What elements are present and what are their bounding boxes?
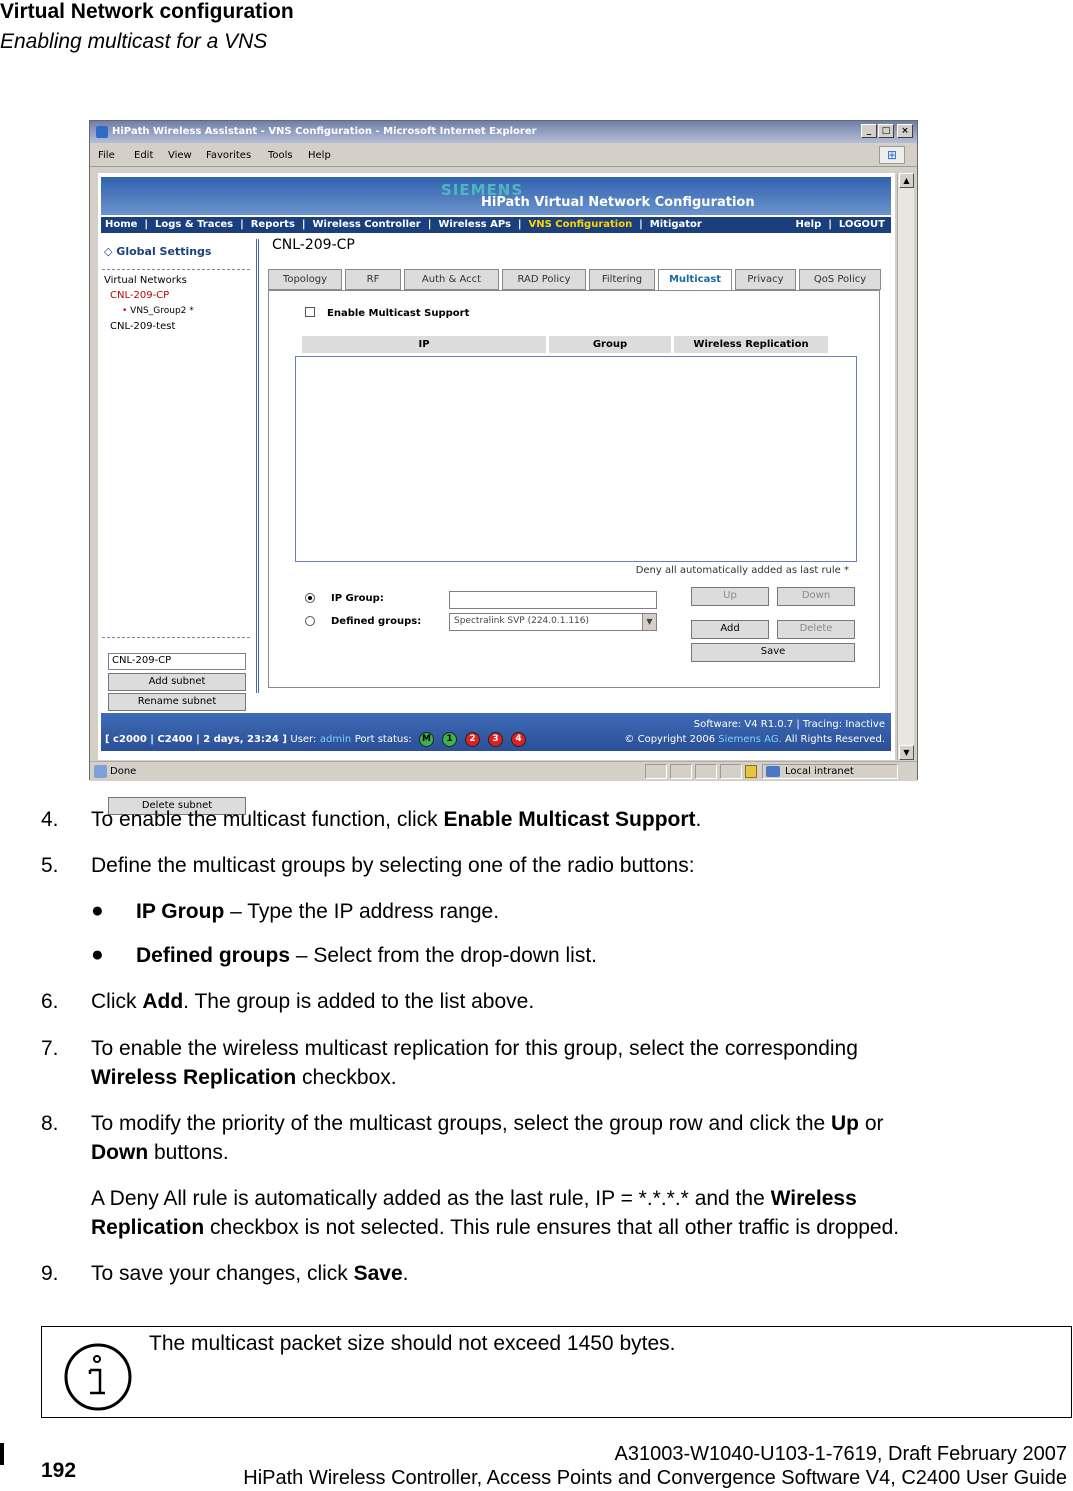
sidebar-item-cnl-209-test[interactable]: CNL-209-test [110,321,176,332]
nav-logout[interactable]: LOGOUT [838,219,885,230]
deny-rule-note: Deny all automatically added as last rule * [635,565,849,576]
doc-title: HiPath Wireless Controller, Access Points and Convergence Software V4, C2400 User Guide [243,1467,1067,1489]
window-title: HiPath Wireless Assistant - VNS Configuration - Microsoft Internet Explorer [112,126,537,137]
nav-mitigator[interactable]: Mitigator [649,219,702,230]
nav-vns-configuration[interactable]: VNS Configuration [528,219,633,230]
subnet-name-input[interactable]: CNL-209-CP [108,653,246,670]
column-wireless-replication: Wireless Replication [674,336,828,353]
ip-group-radio[interactable] [305,593,315,603]
page-number: 192 [41,1459,77,1482]
sidebar-item-vns-group2[interactable]: • VNS_Group2 * [122,306,194,316]
tab-rad-policy[interactable]: RAD Policy [502,269,586,290]
up-button[interactable]: Up [691,587,769,606]
status-cell [645,764,667,779]
add-button[interactable]: Add [691,620,769,639]
user-label: User: [290,734,317,745]
brand-logo: SIEMENS [441,181,524,199]
change-bar [0,1443,4,1465]
bullet-ip-group: IP Group – Type the IP address range. [136,900,500,923]
page-title: CNL-209-CP [272,237,355,253]
product-title: HiPath Virtual Network Configuration [481,195,755,210]
info-note-icon [64,1343,132,1411]
ip-group-label: IP Group: [331,593,384,604]
note-text: The multicast packet size should not exceed 1450 bytes. [149,1332,676,1355]
defined-groups-label: Defined groups: [331,616,422,627]
divider [102,637,250,638]
user-name: admin [319,734,352,745]
sidebar [98,235,254,705]
copyright: © Copyright 2006 Siemens AG. All Rights Reserved. [624,734,885,745]
minimize-icon[interactable]: _ [861,124,877,138]
bullet-defined-groups: Defined groups – Select from the drop-down list. [136,944,597,967]
multicast-group-list[interactable] [295,356,857,562]
port-4-icon: 4 [511,732,526,747]
tab-topology[interactable]: Topology [268,269,342,290]
tab-qos-policy[interactable]: QoS Policy [799,269,881,290]
port-3-icon: 3 [488,732,503,747]
close-icon[interactable]: × [897,124,913,138]
ip-group-input[interactable] [449,591,657,609]
doc-id: A31003-W1040-U103-1-7619, Draft February 2007 [614,1443,1067,1465]
windows-logo-icon: ⊞ [879,146,905,164]
nav-wireless-controller[interactable]: Wireless Controller [312,219,421,230]
tab-auth-acct[interactable]: Auth & Acct [404,269,499,290]
port-m-icon: M [419,732,434,747]
header-title: Virtual Network configuration [0,0,294,23]
note-box [41,1326,1072,1418]
defined-groups-select[interactable]: Spectralink SVP (224.0.1.116) ▼ [449,613,657,631]
menu-edit[interactable]: Edit [134,150,154,161]
nav-wireless-aps[interactable]: Wireless APs [438,219,511,230]
status-cell [670,764,692,779]
port-2-icon: 2 [465,732,480,747]
tab-rf[interactable]: RF [345,269,401,290]
delete-subnet-button[interactable]: Delete subnet [108,797,246,815]
delete-button[interactable]: Delete [777,620,855,639]
menu-bar [90,143,917,167]
column-ip: IP [302,336,546,353]
controller-status: [ c2000 | C2400 | 2 days, 23:24 ] [105,734,287,745]
top-nav: Home | Logs & Traces | Reports | Wireless Controller | Wireless APs | VNS Configuration | Mitigator Help | LOGOUT [101,217,891,233]
menu-help[interactable]: Help [308,150,331,161]
rename-subnet-button[interactable]: Rename subnet [108,693,246,711]
scroll-down-icon[interactable]: ▼ [899,745,914,760]
status-cell [720,764,742,779]
status-cell [695,764,717,779]
bullet-icon: ● [91,899,104,922]
column-group: Group [549,336,671,353]
bullet-icon: ● [91,943,104,966]
menu-file[interactable]: File [98,150,115,161]
ie-icon [96,126,108,138]
tab-privacy[interactable]: Privacy [735,269,796,290]
enable-multicast-checkbox[interactable] [305,307,315,317]
add-subnet-button[interactable]: Add subnet [108,673,246,691]
security-zone: Local intranet [762,764,898,779]
menu-favorites[interactable]: Favorites [206,150,252,161]
browser-screenshot [89,120,918,811]
tab-multicast[interactable]: Multicast [658,269,732,291]
save-button[interactable]: Save [691,643,855,662]
splitter[interactable] [256,239,259,693]
sidebar-item-cnl-209-cp[interactable]: CNL-209-CP [110,290,170,301]
tab-filtering[interactable]: Filtering [589,269,655,290]
nav-logs[interactable]: Logs & Traces [155,219,234,230]
status-text: Done [110,766,137,777]
nav-reports[interactable]: Reports [250,219,295,230]
vertical-scrollbar[interactable] [897,173,914,760]
global-settings-link[interactable]: ◇ Global Settings [104,245,212,258]
dropdown-arrow-icon: ▼ [642,614,656,630]
virtual-networks-heading: Virtual Networks [104,275,187,286]
port-1-icon: 1 [442,732,457,747]
nav-home[interactable]: Home [105,219,138,230]
software-version: Software: V4 R1.0.7 | Tracing: Inactive [693,719,885,730]
down-button[interactable]: Down [777,587,855,606]
defined-groups-radio[interactable] [305,616,315,626]
menu-view[interactable]: View [168,150,192,161]
port-status-label: Port status: [354,734,412,745]
enable-multicast-label: Enable Multicast Support [327,308,470,319]
app-footer [101,713,891,751]
divider [102,269,250,270]
lock-icon [745,765,757,778]
scroll-up-icon[interactable]: ▲ [899,173,914,188]
page-icon [94,765,107,778]
deny-all-paragraph: A Deny All rule is automatically added as the last rule, IP = *.*.*.* and the Wireless Replication checkbox is not selected. This rule ensures that all other traffic is dropped. [91,1187,900,1239]
multicast-panel [268,290,880,688]
nav-help[interactable]: Help [795,219,822,230]
app-banner [101,177,891,215]
window-titlebar [90,121,917,143]
header-subtitle: Enabling multicast for a VNS [0,30,268,53]
browser-status-bar [90,761,917,781]
maximize-icon[interactable]: □ [878,124,894,138]
menu-tools[interactable]: Tools [268,150,293,161]
